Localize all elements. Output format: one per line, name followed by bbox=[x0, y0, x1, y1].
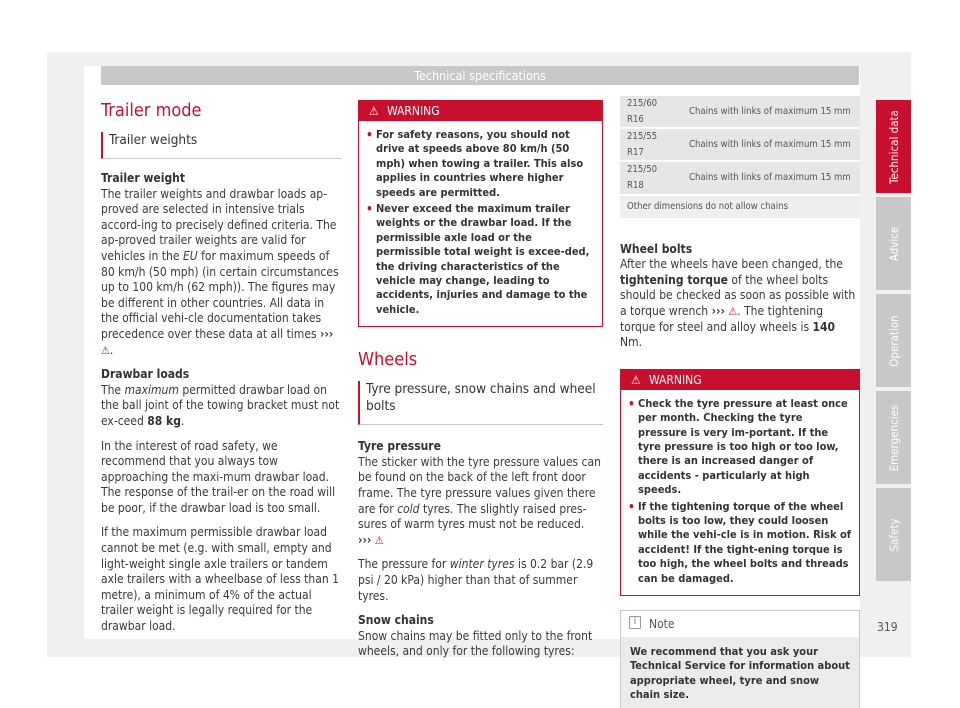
cross-reference-arrows[interactable]: ››› bbox=[358, 532, 372, 547]
warning-header: ⚠ WARNING bbox=[359, 101, 602, 121]
note-header: i Note bbox=[621, 611, 859, 637]
cross-reference-arrows[interactable]: ››› bbox=[711, 303, 725, 318]
note-box bbox=[620, 610, 860, 708]
warning-triangle-icon: ⚠ bbox=[101, 343, 110, 357]
warning-header: ⚠ WARNING bbox=[621, 370, 859, 390]
subheading-trailer-weights: Trailer weights bbox=[101, 132, 341, 159]
warning-box-wheels bbox=[620, 369, 860, 596]
column-wheels bbox=[358, 100, 603, 660]
section-header: Technical specifications bbox=[101, 66, 859, 85]
warning-body bbox=[621, 390, 859, 595]
wheel-bolts-title: Wheel bolts bbox=[620, 241, 693, 256]
tab-emergencies[interactable]: Emergencies bbox=[876, 391, 911, 484]
info-icon: i bbox=[629, 616, 641, 629]
tyre-pressure-crossref bbox=[358, 533, 603, 549]
warning-triangle-icon: ⚠ bbox=[728, 304, 738, 318]
tyre-pressure-title: Tyre pressure bbox=[358, 439, 441, 454]
table-row: 215/55 R17 Chains with links of maximum 15 mm bbox=[620, 129, 860, 160]
table-row-footer: Other dimensions do not allow chains bbox=[620, 196, 860, 218]
drawbar-paragraph-3: If the maximum permissible drawbar load cannot be met (e.g. with small, empty and light-weight single axle trailers or tandem axle trailers with a wheelbase of less than 1 metre), a minimum of 4% of the actual trailer weight is legally required for the drawbar load. bbox=[101, 525, 339, 634]
tab-safety[interactable]: Safety bbox=[876, 488, 911, 581]
snow-chains-title: Snow chains bbox=[358, 613, 434, 628]
note-body: We recommend that you ask your Technical Service for information about appropriate wheel, tyre and snow chain size. bbox=[630, 645, 850, 702]
warning-triangle-icon: ⚠ bbox=[369, 104, 379, 118]
table-row: 215/50 R18 Chains with links of maximum 15 mm bbox=[620, 162, 860, 193]
tyre-pressure-paragraph-1: The sticker with the tyre pressure values can be found on the back of the left front door frame. The tyre pressure values given there are for cold tyres. The slightly raised pres-sures of warm tyres must not be reduced. bbox=[358, 454, 601, 532]
heading-trailer-mode: Trailer mode bbox=[101, 100, 202, 121]
snow-chains-paragraph: Snow chains may be fitted only to the front wheels, and only for the following tyres: bbox=[358, 628, 593, 659]
warning-body bbox=[359, 121, 602, 326]
tab-operation[interactable]: Operation bbox=[876, 294, 911, 387]
warning-triangle-icon: ⚠ bbox=[374, 533, 384, 547]
cross-reference-arrows[interactable]: ››› bbox=[320, 326, 334, 341]
subheading-tyre-pressure: Tyre pressure, snow chains and wheel bolts bbox=[358, 381, 603, 425]
drawbar-paragraph-2: In the interest of road safety, we recommend that you always tow approaching the maxi-mum drawbar load. The response of the trail-er on the road will be poor, if the drawbar load is too small. bbox=[101, 438, 336, 515]
warning-item: • Never exceed the maximum trailer weights or the drawbar load. If the permissible axle load or the permissible total weight is excee-ded, the driving characteristics of the vehicle may change, leading to accidents, injuries and damage to the vehicle. bbox=[366, 202, 595, 317]
warning-item: • Check the tyre pressure at least once per month. Checking the tyre pressure is very im-portant. If the tyre pressure is too high or too low, there is an increased danger of accidents - particularly at high speeds. bbox=[628, 397, 852, 498]
table-row: 215/60 R16 Chains with links of maximum 15 mm bbox=[620, 96, 860, 127]
page-number: 319 bbox=[877, 620, 898, 634]
wheel-bolts-paragraph: After the wheels have been changed, the tightening torque of the wheel bolts should be checked as soon as possible with a torque wrench ››› ⚠. The tightening torque for steel and alloy wheels is 140 Nm. bbox=[620, 257, 856, 350]
drawbar-paragraph-1: The maximum permitted drawbar load on the ball joint of the towing bracket must not ex-ceed 88 kg. bbox=[101, 382, 340, 428]
warning-box-trailer bbox=[358, 100, 603, 327]
warning-item: • If the tightening torque of the wheel bolts is too low, they could loosen while the vehi-cle is in motion. Risk of accident! If the tight-ening torque is too high, the wheel bolts and threads can be damaged. bbox=[628, 500, 852, 586]
tyre-pressure-paragraph-2: The pressure for winter tyres is 0.2 bar (2.9 psi / 20 kPa) higher than that of summer tyres. bbox=[358, 557, 594, 603]
trailer-weight-title: Trailer weight bbox=[101, 171, 186, 185]
tyre-chain-table bbox=[620, 94, 860, 220]
tab-advice[interactable]: Advice bbox=[876, 197, 911, 290]
drawbar-title: Drawbar loads bbox=[101, 367, 190, 382]
column-tyre-table bbox=[620, 96, 860, 708]
trailer-weight-paragraph: The trailer weights and drawbar loads ap-proved are selected in intensive trials accord-ing to precisely defined criteria. The ap-proved trailer weights are valid for vehicles in the EU for maximum speeds of 80 km/h (50 mph) (in certain circumstances up to 100 km/h (62 mph)). The figures may be different in other countries. All data in the official vehi-cle documentation takes precedence over these data at all times ››› ⚠. bbox=[101, 186, 339, 357]
column-trailer-mode bbox=[101, 96, 341, 635]
warning-item: • For safety reasons, you should not drive at speeds above 80 km/h (50 mph) when towing a trailer. This also applies in countries where higher speeds are permitted. bbox=[366, 128, 595, 200]
heading-wheels: Wheels bbox=[358, 349, 418, 371]
warning-triangle-icon: ⚠ bbox=[631, 372, 641, 387]
tab-technical-data[interactable]: Technical data bbox=[876, 100, 911, 193]
